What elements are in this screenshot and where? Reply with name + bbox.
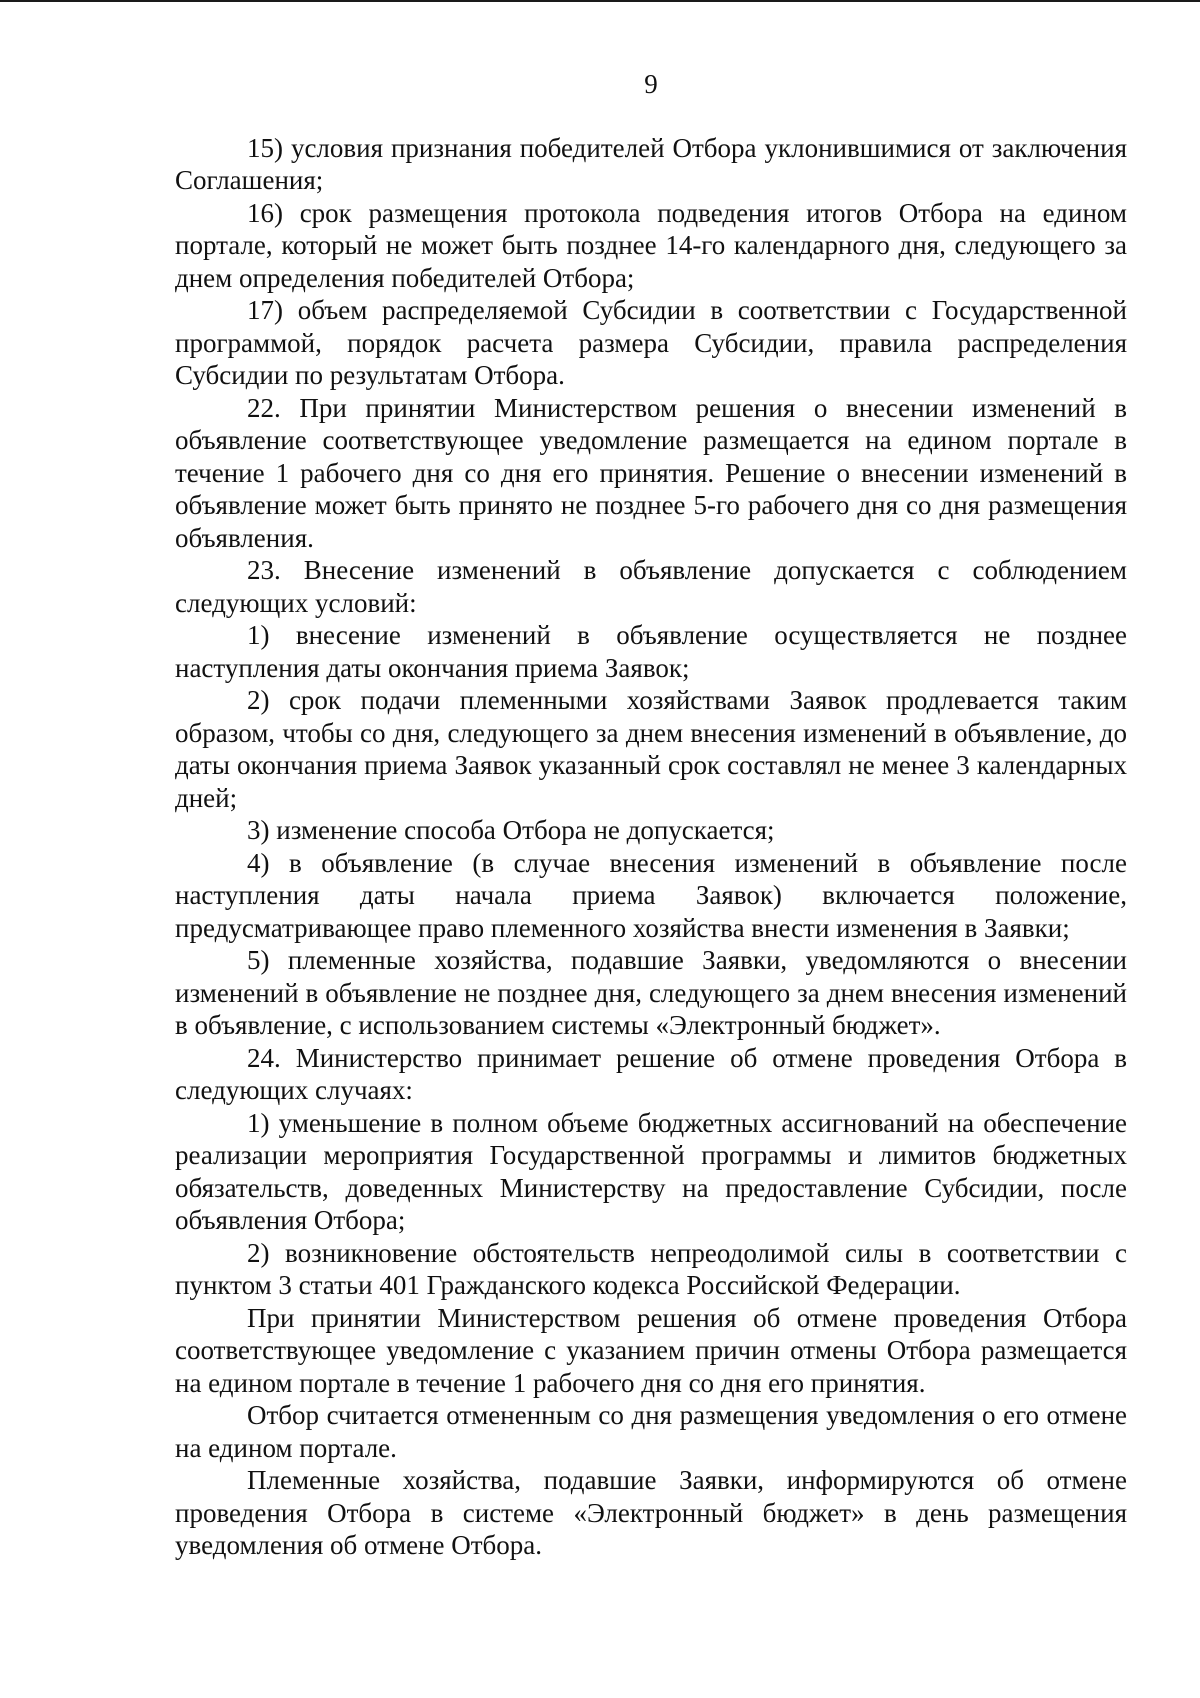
paragraph-23-item-4: 4) в объявление (в случае внесения изменений в объявление после наступления даты начала приема Заявок) включается положение, предусматривающее право племенного хозяйства внести изменения в Заявки; <box>175 847 1127 943</box>
paragraph-item-16: 16) срок размещения протокола подведения итогов Отбора на едином портале, который не может быть позднее 14-го календарного дня, следующего за днем определения победителей Отбора; <box>175 197 1127 293</box>
paragraph-23-item-1: 1) внесение изменений в объявление осуществляется не позднее наступления даты окончания приема Заявок; <box>175 620 1127 683</box>
paragraph-section-23: 23. Внесение изменений в объявление допускается с соблюдением следующих условий: <box>175 555 1127 618</box>
paragraph-cancel-inform: Племенные хозяйства, подавшие Заявки, информируются об отмене проведения Отбора в системе «Электронный бюджет» в день размещения уведомления об отмене Отбора. <box>175 1465 1127 1560</box>
paragraph-cancel-notice: При принятии Министерством решения об отмене проведения Отбора соответствующее уведомление с указанием причин отмены Отбора размещается на едином портале в течение 1 рабочего дня со дня его принятия. <box>175 1302 1127 1398</box>
paragraph-24-item-1: 1) уменьшение в полном объеме бюджетных ассигнований на обеспечение реализации мероприятия Государственной программы и лимитов бюджетных обязательств, доведенных Министерству на предоставление Субсидии, после объявления Отбора; <box>175 1107 1127 1235</box>
paragraph-cancel-effective: Отбор считается отмененным со дня размещения уведомления о его отмене на едином портале. <box>175 1400 1127 1463</box>
top-border-line <box>0 0 1200 2</box>
paragraph-section-22: 22. При принятии Министерством решения о внесении изменений в объявление соответствующее уведомление размещается на едином портале в течение 1 рабочего дня со дня его принятия. Решение о внесении изменений в объявление может быть принято не позднее 5-го рабочего дня со дня размещения объявления. <box>175 392 1127 553</box>
page-number: 9 <box>644 69 658 99</box>
paragraph-24-item-2: 2) возникновение обстоятельств непреодолимой силы в соответствии с пунктом 3 статьи 401 Гражданского кодекса Российской Федерации. <box>175 1237 1127 1300</box>
paragraph-item-17: 17) объем распределяемой Субсидии в соответствии с Государственной программой, порядок расчета размера Субсидии, правила распределения Субсидии по результатам Отбора. <box>175 295 1127 390</box>
paragraph-23-item-2: 2) срок подачи племенными хозяйствами Заявок продлевается таким образом, чтобы со дня, следующего за днем внесения изменений в объявление, до даты окончания приема Заявок указанный срок составлял не менее 3 календарных дней; <box>175 685 1127 813</box>
paragraph-item-15: 15) условия признания победителей Отбора уклонившимися от заключения Соглашения; <box>175 132 1127 195</box>
paragraph-section-24: 24. Министерство принимает решение об отмене проведения Отбора в следующих случаях: <box>175 1042 1127 1105</box>
document-page <box>175 68 1127 1562</box>
paragraph-23-item-3: 3) изменение способа Отбора не допускается; <box>247 815 775 845</box>
paragraph-23-item-5: 5) племенные хозяйства, подавшие Заявки, уведомляются о внесении изменений в объявление не позднее дня, следующего за днем внесения изменений в объявление, с использованием системы «Электронный бюджет». <box>175 945 1127 1040</box>
